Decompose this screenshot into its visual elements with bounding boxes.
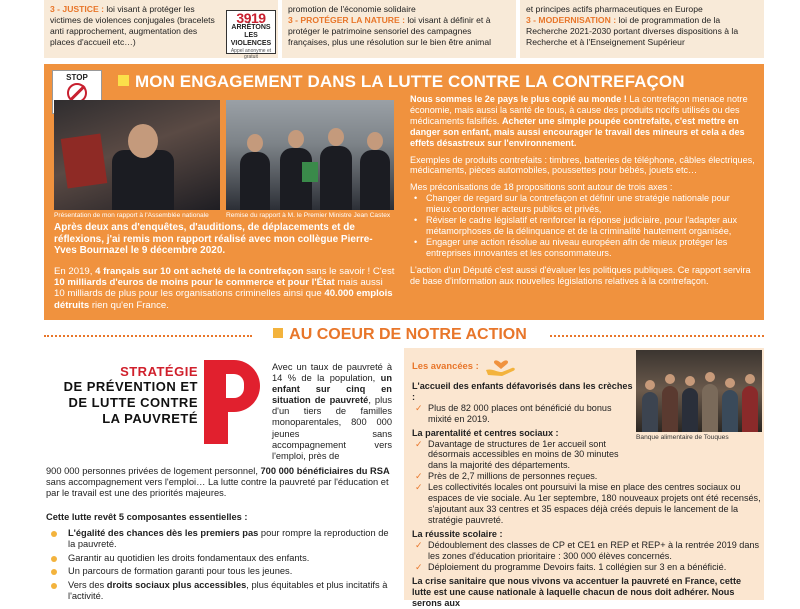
axes-item: • Engager une action résolue au niveau européen afin de mieux protéger les entreprises innovantes et les consommateurs. <box>410 237 756 259</box>
components-title: Cette lutte revêt 5 composantes essentielles : <box>46 512 248 522</box>
component-item: L'égalité des chances dès les premiers pas pour rompre la reproduction de la pauvreté. <box>46 528 392 550</box>
deputy-paragraph: L'action d'un Député c'est aussi d'évaluer les politiques publiques. Ce rapport servira de base d'information aux nouvelles législations relatives à la contrefaçon. <box>410 264 751 286</box>
axes-list <box>410 193 756 258</box>
component-item: Garantir au quotidien les droits fondamentaux des enfants. <box>46 553 392 564</box>
badge-line2: LES VIOLENCES <box>230 32 272 47</box>
top-strip <box>44 0 764 58</box>
avancees-label: Les avancées : <box>412 360 479 371</box>
top-col-modernisation <box>520 0 764 58</box>
parent-item: ✓ Près de 2,7 millions de personnes reçues. <box>412 471 762 482</box>
badge-3919 <box>226 10 276 60</box>
strategie-line: STRATÉGIE <box>120 364 198 379</box>
photo-assemblee <box>54 100 220 210</box>
stats-text: rien qu'en France. <box>89 299 169 311</box>
axes-item: • Réviser le cadre législatif et renforcer la réponse judiciaire, pour l'adapter aux métamorphoses de la délinquance et de la criminalité hautement organisée, <box>410 215 756 237</box>
poverty-bold: un enfant sur cinq en situation de pauvreté <box>272 373 392 406</box>
avancees-footer: La crise sanitaire que nous vivons va accentuer la pauvreté en France, cette lutte est une cause nationale à laquelle chacun de nous doit adhérer. Nous serons aux <box>412 576 742 609</box>
caption-assemblee: Présentation de mon rapport à l'Assemblée nationale <box>54 212 209 219</box>
square-bullet-icon <box>118 75 129 86</box>
stats-paragraph <box>54 266 396 311</box>
parent-list <box>412 439 762 526</box>
poverty-text: , plus d'un tiers de familles monoparentales, 800 000 jeunes sans accompagnement vers l'emploi, près de <box>272 395 392 461</box>
component-item: Vers des droits sociaux plus accessibles, plus équitables et plus incitatifs à l'activité. <box>46 580 392 602</box>
stats-text: sans le savoir ! C'est <box>303 266 395 277</box>
contrefacon-right-column <box>410 94 756 293</box>
modern-pre: et principes actifs pharmaceutiques en Europe <box>526 4 703 14</box>
strategie-line: DE PRÉVENTION ET <box>63 379 198 394</box>
person-head <box>367 132 383 150</box>
poverty-intro <box>272 362 392 462</box>
intro-bold: Nous sommes le 2e pays le plus copié au monde ! <box>410 94 627 104</box>
intro-paragraph <box>410 94 756 149</box>
axes-item: • Changer de regard sur la contrefaçon et définir une stratégie nationale pour mieux coordonner acteurs publics et privés, <box>410 193 756 215</box>
justice-text: loi visant à protéger les victimes de violences conjugales (bracelets anti rapprochement, augmentation des places d'accueil etc…) <box>50 4 215 47</box>
avancees-panel <box>404 348 764 609</box>
badge-line1: ARRÊTONS <box>231 24 271 31</box>
avancees-content <box>412 378 762 609</box>
justice-label: 3 - JUSTICE : <box>50 4 104 14</box>
parent-title: La parentalité et centres sociaux : <box>412 427 559 438</box>
report-book <box>302 162 318 182</box>
stats-text: En 2019, <box>54 266 96 277</box>
stats-bold: 4 français sur 10 ont acheté de la contrefaçon <box>95 266 304 277</box>
person-figure <box>240 152 270 210</box>
parent-item: ✓ Les collectivités locales ont poursuivi la mise en place des centres sociaux ou espaces de vie sociale. Au 1er septembre, 180 nouveaux projets ont été recensés, s'ajoutant aux 33 centres et 35 espaces déjà créés depuis le lancement de la stratégie pauvreté. <box>412 482 762 526</box>
nature-text: loi visant à définir et à protéger le patrimoine sensoriel des campagnes françaises, plus une résolution sur le bien être animal <box>288 15 492 47</box>
creches-item: ✓ Plus de 82 000 places ont bénéficié du bonus mixité en 2019. <box>412 403 634 425</box>
person-figure <box>112 150 174 210</box>
person-head <box>328 128 344 146</box>
modern-label: 3 - MODERNISATION : <box>526 15 617 25</box>
person-head <box>288 130 304 148</box>
letter-p-logo <box>204 360 260 444</box>
parent-item: ✓ Davantage de structures de 1er accueil sont désormais accessibles en moins de 30 minutes dans la majorité des départements. <box>412 439 634 472</box>
nature-pre: promotion de l'économie solidaire <box>288 4 416 14</box>
intro-text: La contrefaçon menace notre économie, mais aussi la santé de tous, à cause des produits nocifs utilisés ou des médicaments falsifiés. <box>410 94 748 126</box>
school-list <box>412 540 762 573</box>
creches-title: L'accueil des enfants défavorisés dans les crèches : <box>412 381 633 402</box>
contrefacon-title-text: MON ENGAGEMENT DANS LA LUTTE CONTRE LA CONTREFAÇON <box>135 72 685 91</box>
person-head <box>247 134 263 152</box>
stats-bold: 10 milliards d'euros de moins pour le commerce et pour l'État <box>54 277 335 289</box>
report-book <box>61 133 108 188</box>
nature-label: 3 - PROTÉGER LA NATURE : <box>288 15 405 25</box>
poverty-bold: 700 000 bénéficiaires du RSA <box>260 466 390 476</box>
stop-label: STOP <box>66 73 88 82</box>
contrefacon-title <box>118 72 685 92</box>
person-figure <box>320 146 352 210</box>
modern-text: loi de programmation de la Recherche 2021-2030 portant diverses dispositions à la Recherche et à l'Enseignement Supérieur <box>526 15 739 47</box>
creches-list <box>412 403 634 425</box>
stats-bold: 40.000 emplois détruits <box>54 288 393 311</box>
components-list <box>46 528 392 605</box>
school-title: La réussite scolaire : <box>412 528 503 539</box>
strategie-line: DE LUTTE CONTRE <box>68 395 198 410</box>
heart-in-hand-icon <box>484 350 518 378</box>
component-item: Un parcours de formation garanti pour tous les jeunes. <box>46 566 392 577</box>
poverty-text: Avec un taux de pauvreté à 14 % de la population, <box>272 362 392 384</box>
photo-premier-ministre <box>226 100 394 210</box>
coeur-title-text: AU COEUR DE NOTRE ACTION <box>289 326 527 343</box>
badge-number: 3919 <box>236 10 266 26</box>
person-head <box>128 124 158 158</box>
top-col-nature <box>282 0 516 58</box>
poverty-text: sans accompagnement vers l'emploi… La lutte contre la pauvreté par l'éducation et par le travail est une des priorités majeures. <box>46 477 389 499</box>
contrefacon-section <box>44 64 764 320</box>
person-figure <box>360 150 390 210</box>
poverty-continued <box>46 466 392 499</box>
badge-line3: Appel anonyme et gratuit <box>230 48 272 60</box>
banque-photo-caption: Banque alimentaire de Touques <box>636 434 729 441</box>
intro-bold-2: Acheter une simple poupée contrefaite, c'est mettre en danger son enfant, mais aussi encourager le travail des mineurs et cela a des effets désastreux sur l'environnement. <box>410 115 745 148</box>
axes-intro: Mes préconisations de 18 propositions sont autour de trois axes : <box>410 182 673 193</box>
top-col-justice <box>44 0 278 58</box>
school-item: ✓ Déploiement du programme Devoirs faits. 1 collégien sur 3 en a bénéficié. <box>412 562 762 573</box>
caption-premier-ministre: Remise du rapport à M. le Premier Ministre Jean Castex <box>226 212 391 219</box>
coeur-title <box>0 326 800 344</box>
stats-text: mais aussi 10 milliards de plus pour les organisations criminelles ainsi que <box>54 277 383 300</box>
square-bullet-icon <box>273 328 283 338</box>
report-summary: Après deux ans d'enquêtes, d'auditions, de déplacements et de réflexions, j'ai remis mon rapport réalisé avec mon collègue Pierre-Yves Bournazel le 9 décembre 2020. <box>54 222 373 256</box>
strategie-line: LA PAUVRETÉ <box>102 411 198 426</box>
examples-paragraph: Exemples de produits contrefaits : timbres, batteries de téléphone, câbles électriques, médicaments, pièces automobiles, poussettes pour bébés, jouets etc… <box>410 154 755 176</box>
poverty-text: 900 000 personnes privées de logement personnel, <box>46 466 261 476</box>
school-item: ✓ Dédoublement des classes de CP et CE1 en REP et REP+ à la rentrée 2019 dans les zones d'éducation prioritaire : 300 000 élèves concernés. <box>412 540 762 562</box>
